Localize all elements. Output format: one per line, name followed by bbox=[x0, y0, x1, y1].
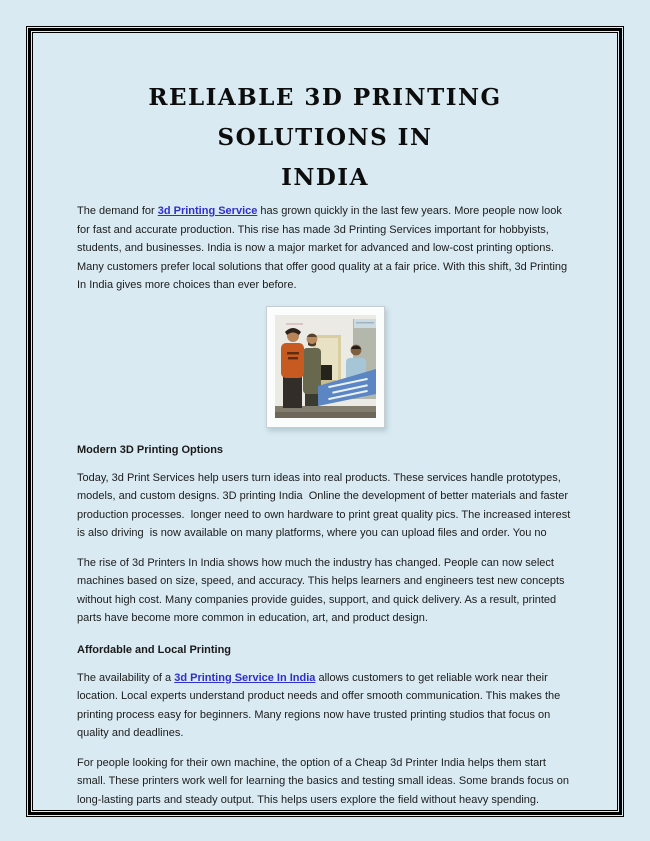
page-title bbox=[77, 78, 573, 198]
link-3d-printing-service[interactable]: 3d Printing Service bbox=[157, 205, 258, 217]
team-photo-illustration bbox=[266, 306, 385, 428]
intro-paragraph bbox=[77, 202, 573, 295]
page-title-line1: RELIABLE 3D PRINTING SOLUTIONS IN bbox=[148, 84, 502, 151]
heading-affordable-and-local-printing: Affordable and Local Printing bbox=[77, 643, 232, 656]
modern-paragraph-1: Today, 3d Print Services help users turn ideas into real products. These services handle prototypes, models, and custom designs. 3D printing India Online the development of better materials and faster production processes. longer need to own hardware to print great quality pics. The increased interest is also driving is now available on many platforms, where you can upload files and order. You no bbox=[77, 471, 574, 539]
page-frame-middle-line bbox=[28, 28, 622, 815]
team-photo-image bbox=[266, 306, 385, 428]
affordable-paragraph-1 bbox=[77, 669, 573, 743]
heading-modern-3d-printing-options: Modern 3D Printing Options bbox=[77, 443, 224, 456]
page-content bbox=[33, 33, 617, 809]
modern-paragraph-2: The rise of 3d Printers In India shows how much the industry has changed. People can now select machines based on size, speed, and accuracy. This helps learners and engineers test new concepts without high cost. Many companies provide guides, support, and quick delivery. As a result, printed parts have become more common in education, art, and product design. bbox=[77, 556, 565, 624]
link-3d-printing-service-in-india[interactable]: 3d Printing Service In India bbox=[174, 671, 316, 684]
intro-text-after-link: has grown quickly in the last few years. More people now look for fast and accurate production. This rise has made 3d Printing Services important for hobbyists, students, and businesses. India is now a major market for advanced and low-cost printing options. Many customers prefer local solutions that offer good quality at a fair price. With this shift, 3d Printing In India gives more choices than ever before. bbox=[77, 205, 568, 291]
affordable-paragraph-2: For people looking for their own machine, the option of a Cheap 3d Printer India helps them start small. These printers work well for learning the basics and testing small ideas. Some brands focus on long-lasting parts and steady output. This helps users explore the field without heavy spending. bbox=[77, 756, 569, 806]
intro-text-before-link: The demand for bbox=[77, 205, 158, 217]
page-frame-inner-line bbox=[32, 32, 618, 811]
page-frame bbox=[26, 26, 624, 817]
page-title-line2: INDIA bbox=[281, 164, 369, 191]
affordable-text-after-link: allows customers to get reliable work near their location. Local experts understand product needs and offer smooth communication. This makes the printing process easy for beginners. Many regions now have trusted printing studios that focus on quality and deadlines. bbox=[77, 671, 561, 739]
affordable-text-before-link: The availability of a bbox=[77, 671, 175, 684]
